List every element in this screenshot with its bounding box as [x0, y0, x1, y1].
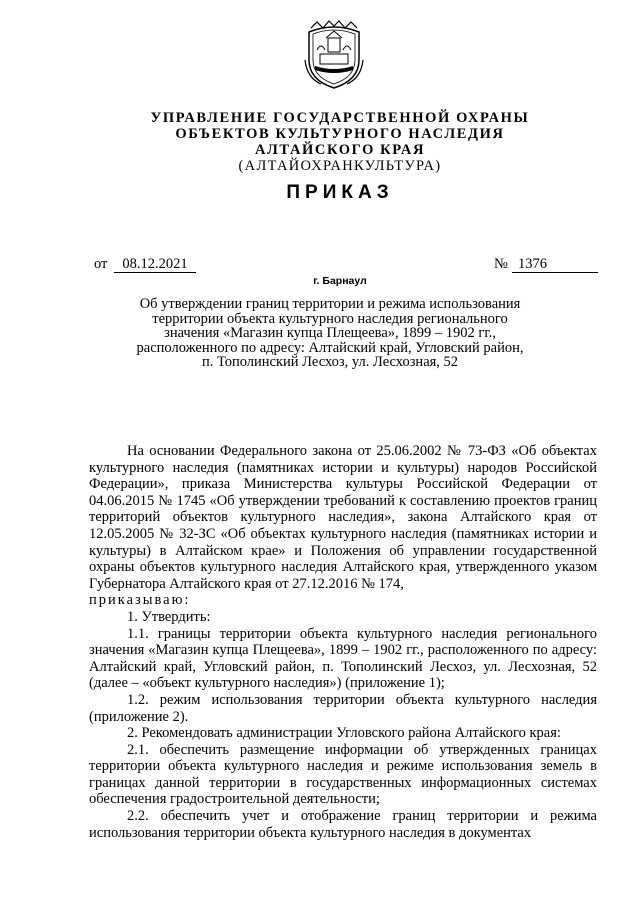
subject-line: п. Тополинский Лесхоз, ул. Лесхозная, 52	[201, 354, 459, 370]
subject-line: Об утверждении границ территории и режима использования	[139, 296, 521, 312]
document-title: ПРИКАЗ	[286, 182, 394, 203]
clause-1: 1. Утвердить:	[127, 608, 211, 625]
agency-short-name: (АЛТАЙОХРАНКУЛЬТУРА)	[238, 158, 442, 174]
clause-1-1: 1.1. границы территории объекта культурного наследия регионального значения «Магазин купца Плещеева», 1899 – 1902 гг., расположенного по адресу: Алтайский край, Угловский район, п. Тополинский Лесхоз, ул. Лесхозная, 52 (далее – «объект культурного наследия») (приложение 1);	[89, 625, 597, 692]
clause-2-1: 2.1. обеспечить размещение информации об утвержденных границах территории объекта культурного наследия и режиме использования земель в границах данной территории в государственных информационных системах обеспечения градостроительной деятельности;	[89, 741, 597, 808]
agency-name-line-1: УПРАВЛЕНИЕ ГОСУДАРСТВЕННОЙ ОХРАНЫ	[150, 110, 530, 126]
document-subject	[110, 297, 550, 370]
document-date: 08.12.2021	[114, 256, 196, 273]
date-label: от	[94, 256, 108, 272]
subject-line: территории объекта культурного наследия регионального	[152, 310, 508, 327]
clause-1-2: 1.2. режим использования территории объекта культурного наследия (приложение 2).	[89, 691, 597, 725]
document-number: 1376	[512, 256, 598, 273]
altai-krai-coat-of-arms-icon	[303, 20, 365, 90]
clause-2: 2. Рекомендовать администрации Угловского района Алтайского края:	[127, 725, 561, 742]
subject-line: значения «Магазин купца Плещеева», 1899 – 1902 гг.,	[164, 325, 496, 341]
preamble-paragraph: На основании Федерального закона от 25.06.2002 № 73-ФЗ «Об объектах культурного наследия (памятниках истории и культуры) народов Российской Федерации», приказа Министерства культуры Российской Федерации от 04.06.2015 № 1745 «Об утверждении требований к составлению проектов границ территорий объектов культурного наследия», закона Алтайского края от 12.05.2005 № 32-ЗС «Об объектах культурного наследия (памятниках истории и культуры) в Алтайском крае» и Положения об управлении государственной охраны объектов культурного наследия Алтайского края, утвержденного указом Губернатора Алтайского края от 27.12.2016 № 174,	[89, 443, 597, 592]
number-label: №	[494, 256, 508, 272]
subject-line: расположенного по адресу: Алтайский край, Угловский район,	[136, 339, 524, 356]
order-word: приказываю:	[89, 592, 191, 609]
document-body	[89, 443, 597, 841]
agency-name-line-2: ОБЪЕКТОВ КУЛЬТУРНОГО НАСЛЕДИЯ	[175, 126, 505, 142]
agency-name-line-3: АЛТАЙСКОГО КРАЯ	[254, 142, 426, 158]
clause-2-2: 2.2. обеспечить учет и отображение границ территории и режима использования территории объекта культурного наследия в документах	[89, 808, 597, 841]
city: г. Барнаул	[313, 275, 367, 287]
